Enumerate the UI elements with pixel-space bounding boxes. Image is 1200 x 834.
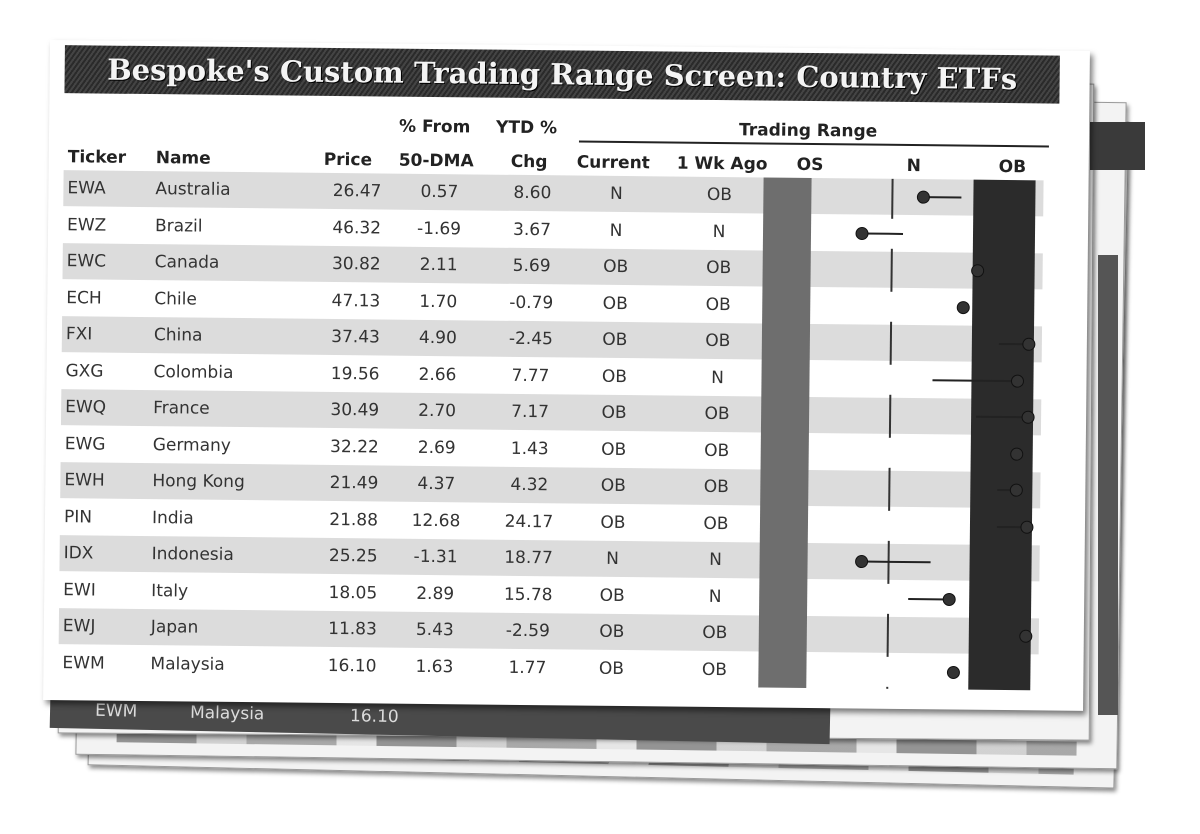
range-position-dot xyxy=(1020,520,1033,533)
header-n: N xyxy=(906,155,922,177)
week-ago-range-cell: OB xyxy=(706,257,732,279)
week-ago-range-cell: N xyxy=(711,367,724,388)
ticker-cell: EWI xyxy=(63,579,96,601)
range-row-highlight xyxy=(861,437,946,468)
ytd-change-cell: 24.17 xyxy=(504,511,554,532)
price-cell: 19.56 xyxy=(330,363,380,384)
name-cell: Italy xyxy=(151,580,189,601)
week-ago-range-cell: OB xyxy=(706,184,733,206)
range-position-dot xyxy=(1021,411,1034,424)
current-range-cell: N xyxy=(609,220,623,241)
range-position-dot xyxy=(855,555,868,568)
dma-change-cell: 1.70 xyxy=(419,291,458,312)
header-ob: OB xyxy=(998,156,1027,178)
name-cell: France xyxy=(153,398,210,419)
dma-change-cell: 1.63 xyxy=(415,656,454,677)
current-range-cell: OB xyxy=(599,585,625,606)
current-range-cell: OB xyxy=(602,293,628,314)
range-position-dot xyxy=(971,264,984,277)
ticker-cell: EWM xyxy=(62,652,105,674)
week-ago-range-cell: OB xyxy=(702,622,728,644)
week-ago-range-cell: OB xyxy=(701,659,728,680)
back-page-title-fragment xyxy=(1090,122,1145,170)
current-range-cell: OB xyxy=(600,475,626,497)
name-cell: Australia xyxy=(155,179,231,200)
dma-change-cell: 5.43 xyxy=(415,619,454,641)
dma-change-cell: 12.68 xyxy=(411,510,461,531)
header-price: Price xyxy=(323,149,373,171)
trading-range-rule xyxy=(579,141,1049,148)
week-ago-range-cell: N xyxy=(712,221,726,242)
ytd-change-cell: 5.69 xyxy=(512,255,551,277)
header-os: OS xyxy=(796,154,824,176)
week-move-trail xyxy=(861,561,930,564)
dma-change-cell: 2.66 xyxy=(418,364,457,385)
ytd-change-cell: 15.78 xyxy=(503,584,553,605)
current-range-cell: OB xyxy=(601,439,627,460)
oversold-band xyxy=(758,177,811,687)
header-ytd-bottom: Chg xyxy=(510,151,548,173)
header-week-ago: 1 Wk Ago xyxy=(676,153,768,175)
ytd-change-cell: 1.43 xyxy=(510,438,549,459)
name-cell: China xyxy=(153,325,203,346)
ytd-change-cell: 3.67 xyxy=(513,219,552,240)
header-trading-range: Trading Range xyxy=(738,120,878,142)
week-ago-range-cell: OB xyxy=(704,403,730,425)
week-ago-range-cell: OB xyxy=(705,330,731,352)
range-position-dot xyxy=(1010,447,1023,460)
ytd-change-cell: 18.77 xyxy=(504,547,554,569)
name-cell: Brazil xyxy=(154,215,203,237)
week-ago-range-cell: N xyxy=(709,549,723,571)
range-position-dot xyxy=(1019,630,1032,643)
name-cell: Hong Kong xyxy=(152,471,245,493)
current-range-cell: N xyxy=(606,548,620,569)
header-current: Current xyxy=(576,152,650,174)
sheet-title: Bespoke's Custom Trading Range Screen: Country ETFs xyxy=(64,45,1059,103)
header-dma-top: % From xyxy=(399,116,471,138)
current-range-cell: OB xyxy=(600,512,626,533)
price-cell: 18.05 xyxy=(328,582,378,603)
name-cell: India xyxy=(151,507,194,529)
price-cell: 11.83 xyxy=(328,618,377,640)
range-position-dot xyxy=(947,666,960,679)
price-cell: 21.88 xyxy=(329,509,379,530)
price-cell: 32.22 xyxy=(329,436,379,457)
name-cell: Indonesia xyxy=(151,544,234,565)
price-cell: 30.49 xyxy=(330,399,380,421)
back-row-name: Malaysia xyxy=(189,702,265,725)
ytd-change-cell: -0.79 xyxy=(509,292,554,313)
ticker-cell: EWC xyxy=(66,251,107,272)
week-ago-range-cell: OB xyxy=(704,440,730,461)
name-cell: Malaysia xyxy=(150,653,225,675)
trading-range-panel xyxy=(758,177,1038,690)
current-range-cell: N xyxy=(609,183,623,205)
price-cell: 21.49 xyxy=(329,472,379,494)
ticker-cell: FXI xyxy=(65,324,93,345)
ytd-change-cell: 7.17 xyxy=(511,401,550,423)
name-cell: Canada xyxy=(154,252,220,273)
ytd-change-cell: -2.59 xyxy=(505,620,550,642)
ticker-cell: EWQ xyxy=(65,397,107,418)
header-ytd-top: YTD % xyxy=(496,117,558,139)
header-dma-bottom: 50-DMA xyxy=(398,150,474,172)
dma-change-cell: 2.11 xyxy=(419,254,458,276)
ytd-change-cell: 7.77 xyxy=(511,365,550,386)
week-ago-range-cell: OB xyxy=(705,294,731,315)
dma-change-cell: 2.70 xyxy=(418,400,457,422)
ticker-cell: PIN xyxy=(63,506,93,527)
price-cell: 25.25 xyxy=(328,545,378,567)
range-position-dot xyxy=(855,227,868,240)
back-page-band-fragment xyxy=(1098,255,1118,715)
ticker-cell: EWJ xyxy=(62,616,96,637)
ticker-cell: EWG xyxy=(64,433,106,455)
range-position-dot xyxy=(916,191,929,204)
ticker-cell: ECH xyxy=(66,287,102,309)
current-range-cell: OB xyxy=(601,366,628,387)
current-range-cell: OB xyxy=(598,658,625,679)
range-position-dot xyxy=(956,301,969,314)
current-range-cell: OB xyxy=(603,256,629,278)
name-cell: Chile xyxy=(154,288,197,310)
back-row-ticker: EWM xyxy=(94,700,138,722)
current-range-cell: OB xyxy=(602,329,628,351)
range-position-dot xyxy=(1011,374,1024,387)
dma-change-cell: 4.90 xyxy=(418,327,457,349)
ticker-cell: EWA xyxy=(67,178,106,199)
price-cell: 47.13 xyxy=(331,290,381,311)
price-cell: 37.43 xyxy=(331,326,381,348)
price-cell: 16.10 xyxy=(327,655,377,676)
name-cell: Germany xyxy=(152,434,232,456)
range-position-dot xyxy=(942,593,955,606)
price-cell: 26.47 xyxy=(332,180,382,202)
price-cell: 46.32 xyxy=(332,217,382,238)
header-name: Name xyxy=(155,148,211,169)
current-range-cell: OB xyxy=(599,621,625,643)
range-row-highlight xyxy=(860,510,945,541)
range-position-dot xyxy=(1010,484,1023,497)
range-row-highlight xyxy=(858,656,943,687)
screen-sheet xyxy=(43,40,1090,711)
ytd-change-cell: 4.32 xyxy=(510,474,549,496)
week-ago-range-cell: N xyxy=(708,586,722,607)
ticker-cell: GXG xyxy=(65,360,104,382)
dma-change-cell: 2.69 xyxy=(417,437,456,458)
name-cell: Japan xyxy=(150,617,199,638)
ticker-cell: IDX xyxy=(63,543,94,564)
name-cell: Colombia xyxy=(153,361,234,383)
week-ago-range-cell: OB xyxy=(703,513,729,534)
ticker-cell: EWZ xyxy=(66,214,107,236)
dma-change-cell: 0.57 xyxy=(420,181,459,203)
ytd-change-cell: 1.77 xyxy=(508,657,547,678)
range-position-dot xyxy=(1022,338,1035,351)
current-range-cell: OB xyxy=(601,402,627,424)
overbought-band xyxy=(968,180,1035,691)
dma-change-cell: -1.69 xyxy=(416,218,462,239)
header-ticker: Ticker xyxy=(67,147,127,168)
week-ago-range-cell: OB xyxy=(703,476,729,498)
ytd-change-cell: -2.45 xyxy=(508,328,553,350)
dma-change-cell: -1.31 xyxy=(413,546,458,568)
price-cell: 30.82 xyxy=(331,253,381,275)
dma-change-cell: 2.89 xyxy=(416,583,455,604)
range-row-highlight xyxy=(862,291,947,322)
ticker-cell: EWH xyxy=(64,470,105,491)
dma-change-cell: 4.37 xyxy=(417,473,456,495)
back-row-price: 16.10 xyxy=(349,706,399,728)
ytd-change-cell: 8.60 xyxy=(513,182,552,204)
